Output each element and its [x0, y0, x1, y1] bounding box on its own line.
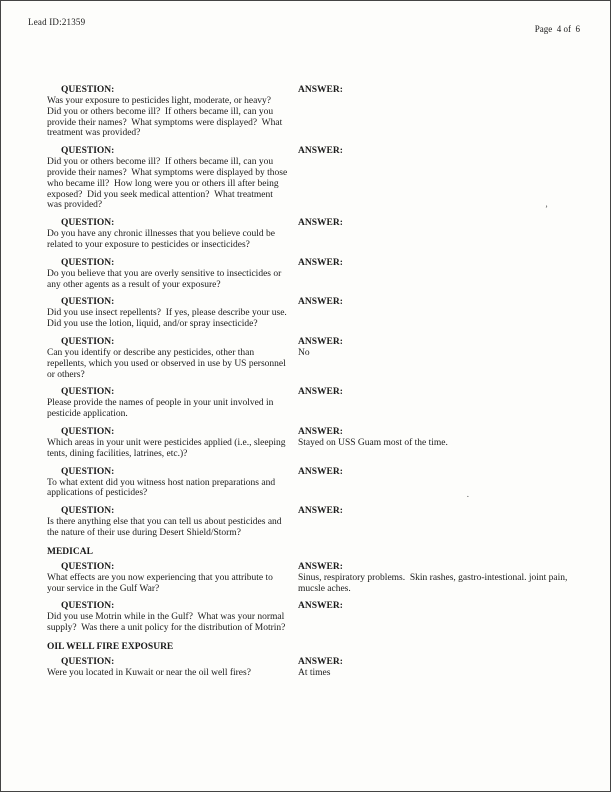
answer-column: [298, 297, 582, 330]
question-text: Can you identify or describe any pesticides, other than repellents, which you used or observed in use by US personnel or others?: [47, 347, 289, 380]
answer-text: Sinus, respiratory problems. Skin rashes, gastro-intestional. joint pain, mucsle aches.: [298, 572, 570, 594]
question-text: Did you use insect repellents? If yes, please describe your use. Did you use the lotion, liquid, and/or spray insecticide?: [47, 308, 292, 330]
answer-column: [298, 85, 582, 139]
question-label: QUESTION:: [61, 297, 115, 308]
qa-block: [47, 85, 582, 139]
question-column: [47, 297, 298, 330]
answer-label: ANSWER:: [298, 506, 343, 517]
answer-label: ANSWER:: [298, 257, 343, 268]
lead-id: Lead ID:21359: [28, 17, 86, 27]
scan-artifact: .: [466, 489, 469, 499]
answer-text: At times: [298, 667, 331, 678]
question-column: [47, 258, 298, 291]
scan-artifact: ’: [545, 204, 548, 214]
question-label: QUESTION:: [61, 85, 115, 95]
qa-block: [47, 657, 582, 679]
page-number: Page 4 of 6: [534, 24, 580, 34]
answer-column: [298, 601, 582, 634]
question-text: Did you use Motrin while in the Gulf? What was your normal supply? Was there a unit policy for the distribution of Motrin?: [47, 612, 287, 634]
answer-column: [298, 146, 582, 211]
qa-block: [47, 506, 582, 539]
question-label: QUESTION:: [61, 601, 115, 612]
qa-block: [47, 427, 582, 460]
question-text: Did you or others become ill? If others became ill, can you provide their names? What symptoms were displayed by those who became ill? How long were you or others ill after being exposed? Did you seek medical attention? What treatment was provided?: [47, 157, 290, 211]
question-column: [47, 337, 298, 380]
answer-column: [298, 506, 582, 539]
answer-label: ANSWER:: [298, 426, 343, 437]
question-text: To what extent did you witness host nation preparations and applications of pesticides?: [47, 477, 278, 499]
question-label: QUESTION:: [61, 466, 115, 477]
question-column: [47, 562, 298, 595]
answer-label: ANSWER:: [298, 218, 343, 229]
qa-block: [47, 218, 582, 251]
answer-column: [298, 562, 582, 595]
question-label: QUESTION:: [61, 426, 115, 437]
answer-label: ANSWER:: [298, 656, 343, 667]
question-label: QUESTION:: [61, 506, 115, 517]
question-label: QUESTION:: [61, 336, 115, 347]
qa-block: [47, 146, 582, 211]
answer-label: ANSWER:: [298, 387, 343, 398]
question-text: Which areas in your unit were pesticides applied (i.e., sleeping tents, dining facilities, latrines, etc.)?: [47, 437, 288, 459]
question-column: [47, 146, 298, 211]
answer-label: ANSWER:: [298, 297, 343, 308]
question-label: QUESTION:: [61, 561, 115, 572]
question-text: Do you have any chronic illnesses that you believe could be related to your exposure to pesticides or insecticides?: [47, 229, 278, 250]
question-label: QUESTION:: [61, 257, 115, 268]
question-column: [47, 427, 298, 460]
question-text: What effects are you now experiencing that you attribute to your service in the Gulf War?: [47, 572, 276, 594]
question-label: QUESTION:: [61, 146, 115, 157]
question-label: QUESTION:: [61, 656, 115, 667]
question-column: [47, 657, 298, 679]
answer-column: [298, 218, 582, 251]
answer-column: [298, 467, 582, 500]
answer-text: Stayed on USS Guam most of the time.: [298, 437, 448, 448]
question-label: QUESTION:: [61, 387, 115, 398]
qa-block: [47, 337, 582, 380]
answer-column: [298, 337, 582, 380]
answer-text: No: [298, 347, 310, 358]
section-heading-medical: MEDICAL: [47, 546, 93, 557]
question-column: [47, 387, 298, 420]
section-heading-oil-well-fire-exposure: OIL WELL FIRE EXPOSURE: [47, 641, 174, 652]
answer-label: ANSWER:: [298, 85, 343, 95]
qa-block: [47, 387, 582, 420]
question-column: [47, 506, 298, 539]
question-column: [47, 85, 298, 139]
question-label: QUESTION:: [61, 218, 115, 229]
answer-column: [298, 427, 582, 460]
question-text: Was your exposure to pesticides light, moderate, or heavy? Did you or others become ill? If others became ill, can you provide their names? What symptoms were displayed? What treatment was provided?: [47, 96, 285, 139]
qa-block: [47, 467, 582, 500]
document-body: [47, 85, 582, 686]
answer-label: ANSWER:: [298, 601, 343, 612]
qa-block: [47, 258, 582, 291]
question-column: [47, 601, 298, 634]
answer-column: [298, 387, 582, 420]
question-text: Is there anything else that you can tell us about pesticides and the nature of their use during Desert Shield/Storm?: [47, 517, 284, 538]
answer-column: [298, 657, 582, 679]
question-column: [47, 218, 298, 251]
qa-block: [47, 562, 582, 595]
answer-column: [298, 258, 582, 291]
question-column: [47, 467, 298, 500]
question-text: Do you believe that you are overly sensitive to insecticides or any other agents as a result of your exposure?: [47, 268, 284, 290]
question-text: Were you located in Kuwait or near the oil well fires?: [47, 667, 251, 678]
answer-label: ANSWER:: [298, 466, 343, 477]
answer-label: ANSWER:: [298, 336, 343, 347]
qa-block: [47, 297, 582, 330]
question-text: Please provide the names of people in your unit involved in pesticide application.: [47, 398, 276, 420]
qa-block: [47, 601, 582, 634]
answer-label: ANSWER:: [298, 146, 343, 157]
answer-label: ANSWER:: [298, 561, 343, 572]
